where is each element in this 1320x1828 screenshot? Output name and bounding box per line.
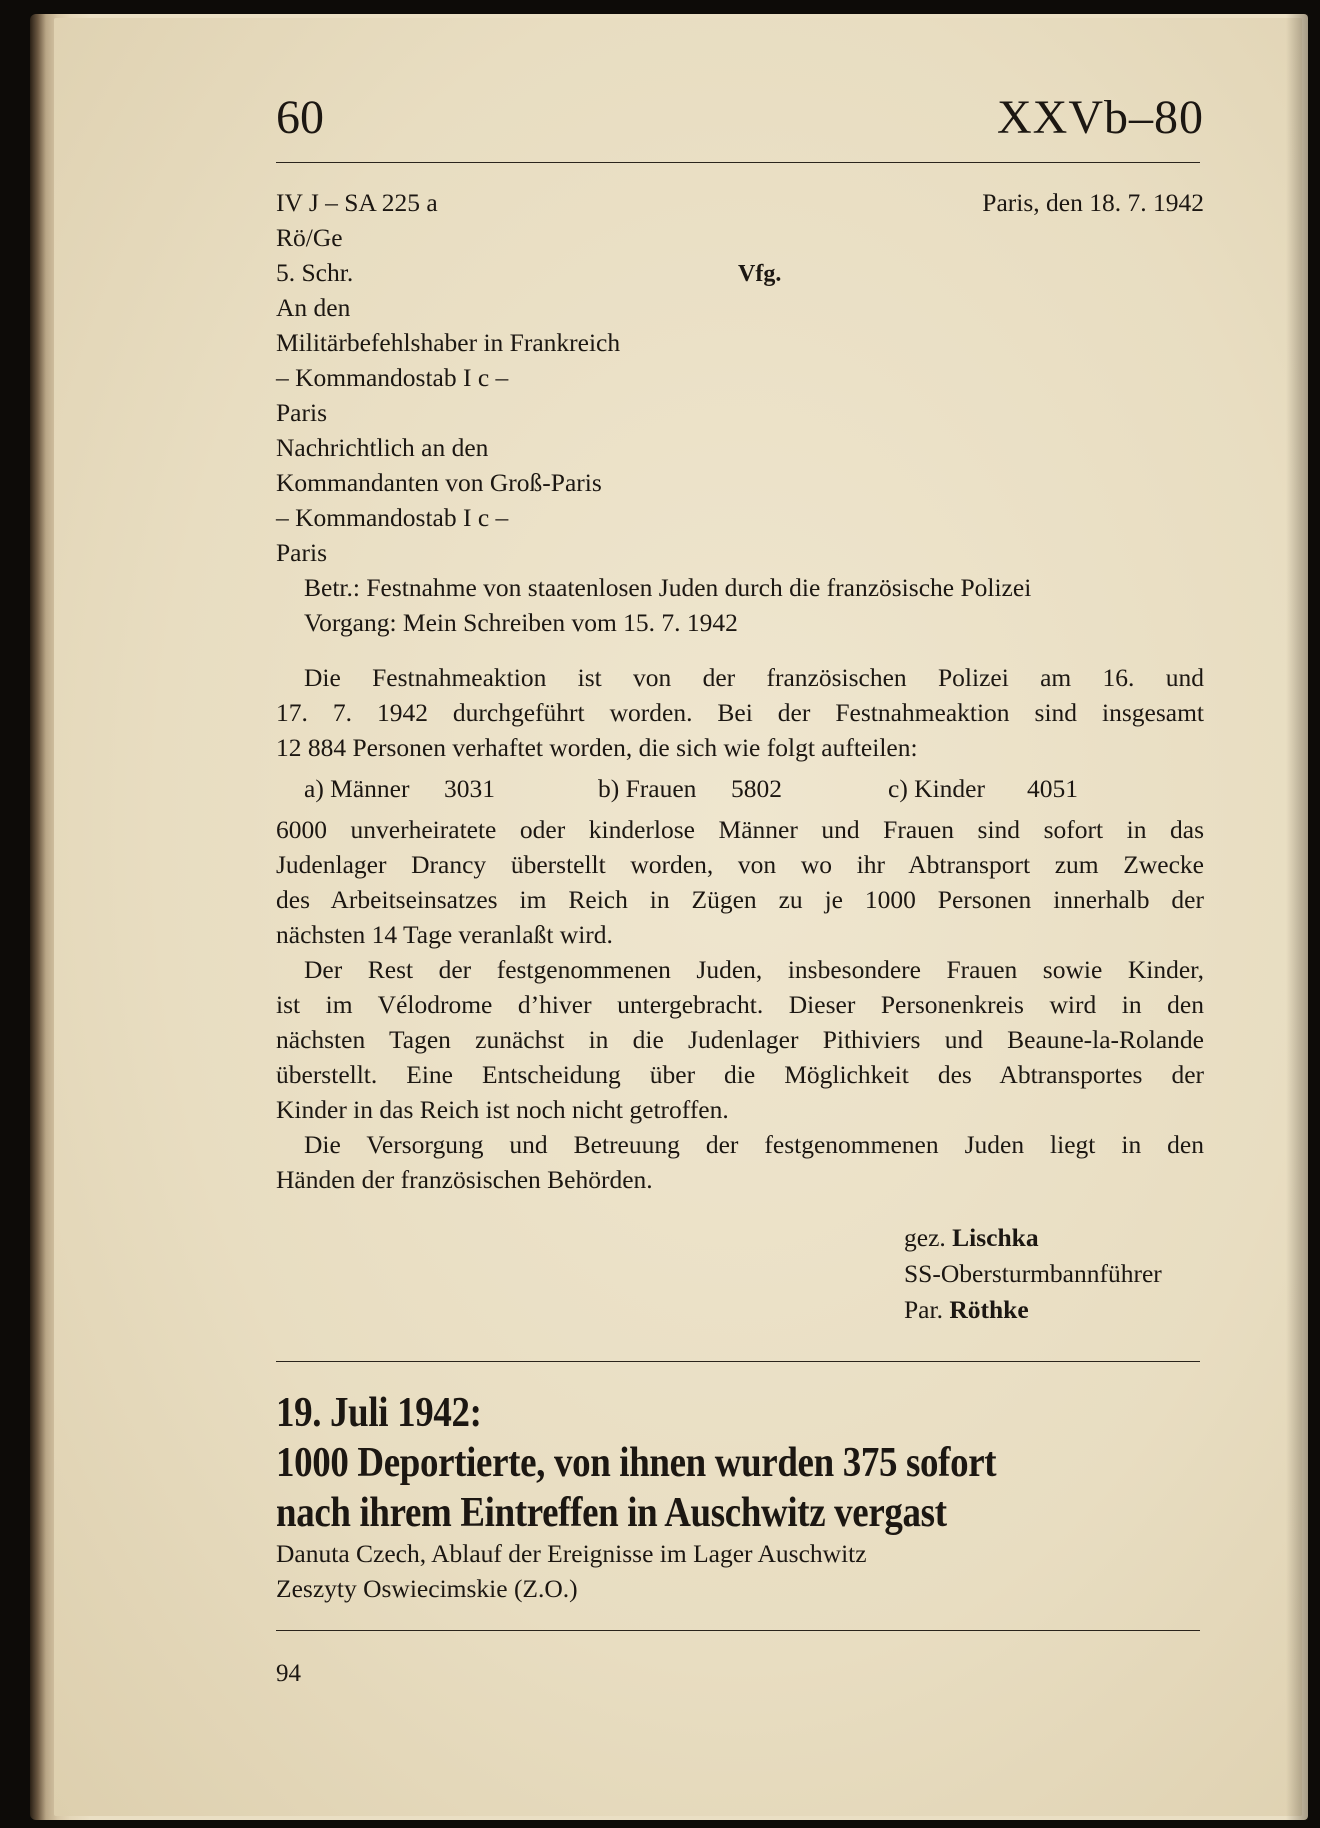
paragraph-line: Judenlager Drancy überstellt worden, von wo ihr Abtransport zum Zwecke [276, 850, 1204, 879]
page-number-top: 60 [276, 91, 324, 144]
chapter-heading [276, 1388, 1103, 1538]
letter-body [276, 660, 1204, 1197]
paragraph-line: Die Festnahmeaktion ist von der französischen Polizei am 16. und [304, 663, 1204, 692]
addressee-line: – Kommandostab I c – [276, 363, 509, 392]
paragraph-line: Händen der französischen Behörden. [276, 1165, 653, 1194]
addressee-line: Paris [276, 538, 327, 567]
vfg-mark: Vfg. [738, 261, 782, 287]
paragraph-line: überstellt. Eine Entscheidung über die Möglichkeit des Abtransportes der [276, 1060, 1204, 1089]
men-label: a) Männer [304, 774, 410, 803]
place-date: Paris, den 18. 7. 1942 [982, 188, 1204, 217]
addressee-line: Paris [276, 398, 327, 427]
signatory-rank: SS-Obersturmbannführer [904, 1259, 1162, 1288]
paragraph-line: Kinder in das Reich ist noch nicht getroffen. [276, 1095, 729, 1124]
file-reference: IV J – SA 225 a [276, 188, 438, 217]
addressee-line: – Kommandostab I c – [276, 503, 509, 532]
addressee-line: Nachrichtlich an den [276, 433, 489, 462]
source-line: Zeszyty Oswiecimskie (Z.O.) [276, 1574, 578, 1603]
paragraph-line: Die Versorgung und Betreuung der festgenommenen Juden liegt in den [304, 1130, 1204, 1159]
copies-note: 5. Schr. [276, 258, 354, 287]
letter-head [276, 185, 1204, 640]
document-reference: XXVb–80 [997, 91, 1204, 144]
children-label: c) Kinder [888, 774, 985, 803]
reference-line: Vorgang: Mein Schreiben vom 15. 7. 1942 [304, 608, 738, 637]
addressee-line: Militärbefehlshaber in Frankreich [276, 328, 621, 357]
signature-prefix: gez. [904, 1223, 946, 1252]
women-label: b) Frauen [598, 774, 697, 803]
page-shadow [1286, 14, 1308, 1820]
paragraph-line: ist im Vélodrome d’hiver untergebracht. Dieser Personenkreis wird in den [276, 990, 1204, 1019]
paragraph-line: 17. 7. 1942 durchgeführt worden. Bei der Festnahmeaktion sind insgesamt [276, 698, 1204, 727]
chapter-date: 19. Juli 1942: [276, 1390, 482, 1436]
subject-line: Betr.: Festnahme von staatenlosen Juden durch die französische Polizei [304, 573, 1032, 602]
page-number-bottom: 94 [276, 1660, 301, 1687]
men-count: 3031 [444, 774, 495, 803]
signatory-name: Lischka [952, 1223, 1039, 1252]
paragraph-line: nächsten 14 Tage veranlaßt wird. [276, 920, 613, 949]
chapter-title-line: 1000 Deportierte, von ihnen wurden 375 sofort [276, 1440, 997, 1486]
initials: Rö/Ge [276, 223, 343, 252]
chapter-title-line: nach ihrem Eintreffen in Auschwitz vergast [276, 1490, 947, 1536]
section-rule [276, 1361, 1200, 1362]
addressee-line: Kommandanten von Groß-Paris [276, 468, 602, 497]
paragraph-line: Der Rest der festgenommenen Juden, insbesondere Frauen sowie Kinder, [304, 955, 1204, 984]
arrest-breakdown [276, 771, 1204, 806]
header-rule [276, 162, 1200, 163]
source-citation [276, 1536, 867, 1606]
signature-prefix: Par. [904, 1295, 943, 1324]
paragraph-line: 6000 unverheiratete oder kinderlose Männer und Frauen sind sofort in das [276, 815, 1204, 844]
women-count: 5802 [731, 774, 782, 803]
children-count: 4051 [1027, 774, 1078, 803]
footer-rule [276, 1630, 1200, 1631]
paragraph-line: 12 884 Personen verhaftet worden, die sich wie folgt aufteilen: [276, 733, 918, 762]
page-header [276, 88, 1204, 160]
co-signatory-name: Röthke [949, 1295, 1029, 1324]
paragraph-line: nächsten Tagen zunächst in die Judenlager Pithiviers und Beaune-la-Rolande [276, 1025, 1204, 1054]
source-line: Danuta Czech, Ablauf der Ereignisse im Lager Auschwitz [276, 1539, 867, 1568]
signature-block [904, 1220, 1162, 1328]
paragraph-line: des Arbeitseinsatzes im Reich in Zügen zu je 1000 Personen innerhalb der [276, 885, 1204, 914]
addressee-line: An den [276, 293, 351, 322]
